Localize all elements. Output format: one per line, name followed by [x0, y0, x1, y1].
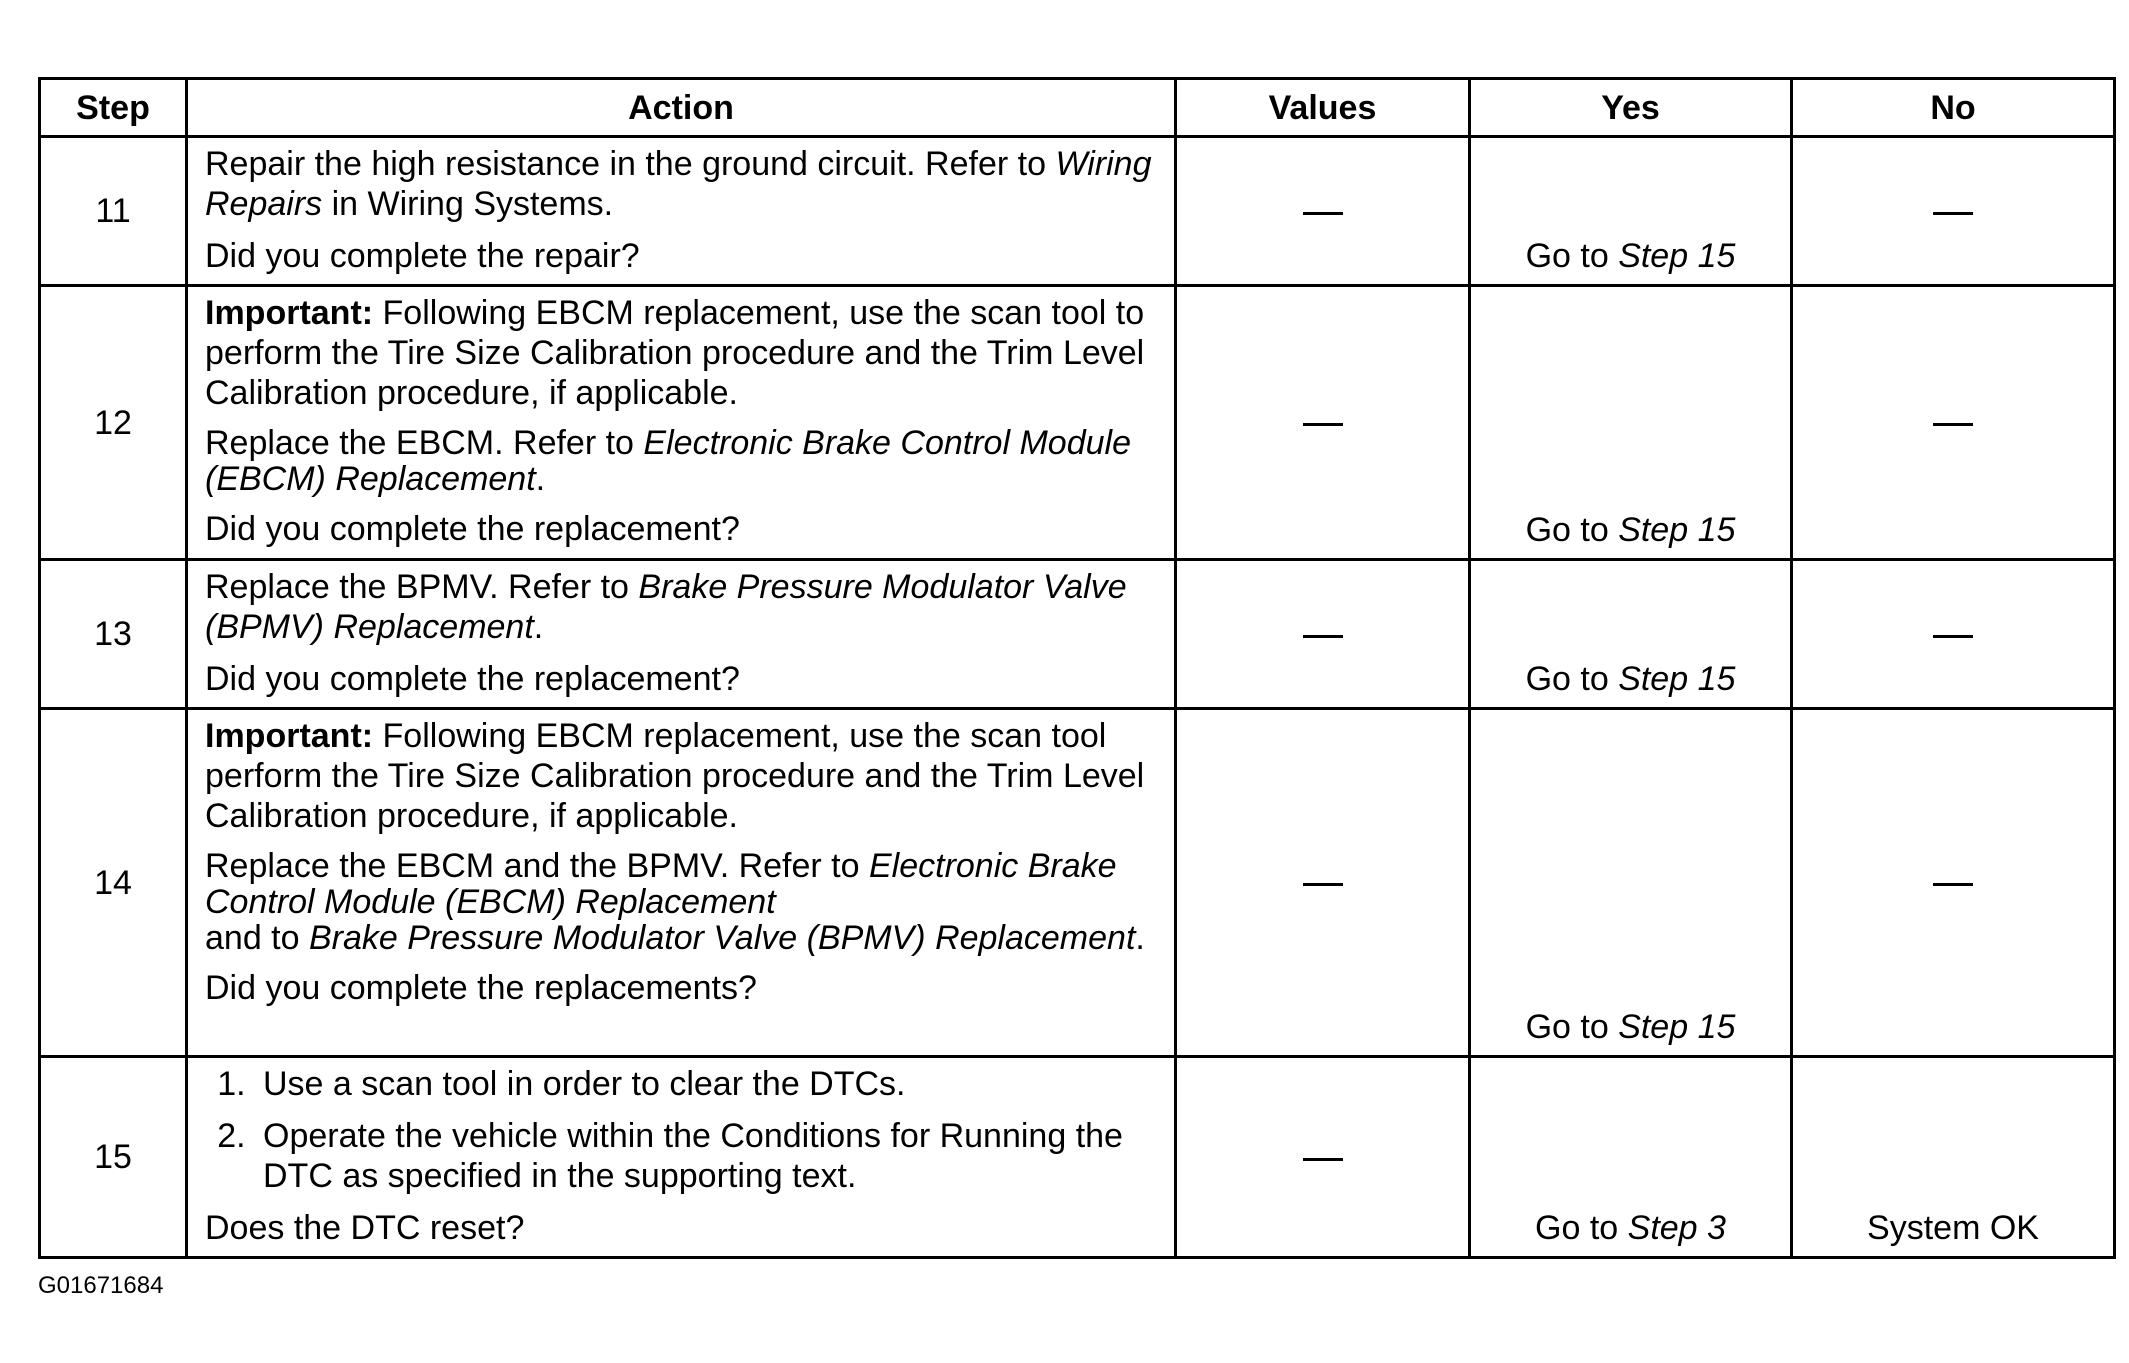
action-paragraph [205, 425, 1160, 497]
yes-prefix: Go to [1525, 511, 1619, 549]
yes-cell [1470, 709, 1792, 1057]
dash-mark [1303, 212, 1343, 215]
no-cell: System OK [1792, 1057, 2115, 1258]
dash-mark [1933, 883, 1973, 886]
important-label: Important: [205, 294, 374, 332]
yes-cell [1470, 286, 1792, 560]
yes-prefix: Go to [1525, 1008, 1619, 1046]
dash-mark [1303, 1158, 1343, 1161]
step-reference-link[interactable]: Step 3 [1627, 1209, 1726, 1247]
action-paragraph [205, 144, 1160, 224]
table-row [40, 286, 2115, 560]
action-question: Did you complete the replacement? [205, 660, 740, 698]
numbered-step: 2. Operate the vehicle within the Conditions for Running the DTC as specified in the supporting text. [255, 1116, 1160, 1196]
action-question: Does the DTC reset? [205, 1209, 525, 1247]
table-row [40, 137, 2115, 286]
values-cell [1176, 560, 1470, 709]
numbered-step: 1. Use a scan tool in order to clear the DTCs. [255, 1064, 1160, 1104]
numbered-steps [205, 1064, 1160, 1196]
table-row [40, 560, 2115, 709]
header-yes: Yes [1470, 79, 1792, 137]
action-text: . [1135, 919, 1145, 957]
action-cell [187, 137, 1176, 286]
dash-mark [1933, 423, 1973, 426]
reference-link[interactable]: Electronic Brake Control Module (EBCM) Replacement [205, 847, 1117, 921]
important-note [205, 293, 1160, 413]
reference-link[interactable]: Brake Pressure Modulator Valve (BPMV) Replacement [308, 919, 1136, 957]
action-text: in Wiring Systems. [322, 185, 614, 223]
action-text: Replace the EBCM. Refer to [205, 424, 644, 462]
action-cell [187, 1057, 1176, 1258]
yes-prefix: Go to [1535, 1209, 1628, 1247]
action-text: Replace the BPMV. Refer to [205, 568, 639, 606]
diagnostic-table [38, 77, 2116, 1259]
reference-link[interactable]: Wiring Repairs [205, 145, 1152, 223]
no-cell [1792, 286, 2115, 560]
important-note [205, 716, 1160, 836]
step-reference-link[interactable]: Step 15 [1618, 1008, 1736, 1046]
dash-mark [1933, 635, 1973, 638]
values-cell [1176, 286, 1470, 560]
action-cell [187, 286, 1176, 560]
action-text: . [533, 608, 544, 646]
action-cell [187, 709, 1176, 1057]
dash-mark [1303, 883, 1343, 886]
important-label: Important: [205, 717, 374, 755]
step-number: 11 [40, 137, 187, 286]
action-paragraph [205, 567, 1160, 647]
yes-cell [1470, 137, 1792, 286]
table-row [40, 709, 2115, 1057]
step-number: 15 [40, 1057, 187, 1258]
dash-mark [1933, 212, 1973, 215]
step-number: 12 [40, 286, 187, 560]
reference-link[interactable]: Electronic Brake Control Module (EBCM) Replacement [205, 424, 1131, 498]
step-number: 14 [40, 709, 187, 1057]
values-cell [1176, 1057, 1470, 1258]
action-question: Did you complete the replacement? [205, 510, 740, 548]
action-question: Did you complete the replacements? [205, 969, 757, 1007]
action-text: Replace the EBCM and the BPMV. Refer to [205, 847, 869, 885]
yes-prefix: Go to [1525, 237, 1619, 275]
step-number: 13 [40, 560, 187, 709]
dash-mark [1303, 423, 1343, 426]
step-reference-link[interactable]: Step 15 [1618, 237, 1736, 275]
step-reference-link[interactable]: Step 15 [1618, 511, 1736, 549]
table-row [40, 1057, 2115, 1258]
header-values: Values [1176, 79, 1470, 137]
yes-cell [1470, 1057, 1792, 1258]
action-text: and to [205, 919, 309, 957]
action-text: . [535, 460, 546, 498]
header-no: No [1792, 79, 2115, 137]
no-cell [1792, 709, 2115, 1057]
important-text: Following EBCM replacement, use the scan tool to perform the Tire Size Calibration procedure and the Trim Level Calibration procedure, if applicable. [205, 294, 1145, 412]
yes-cell [1470, 560, 1792, 709]
action-text: Repair the high resistance in the ground circuit. Refer to [205, 145, 1056, 183]
header-row [40, 79, 2115, 137]
reference-link[interactable]: Brake Pressure Modulator Valve (BPMV) Replacement [205, 568, 1127, 646]
values-cell [1176, 709, 1470, 1057]
step-reference-link[interactable]: Step 15 [1618, 660, 1736, 698]
action-cell [187, 560, 1176, 709]
action-paragraph [205, 848, 1160, 956]
action-question: Did you complete the repair? [205, 237, 640, 275]
yes-prefix: Go to [1525, 660, 1619, 698]
header-action: Action [187, 79, 1176, 137]
header-step: Step [40, 79, 187, 137]
no-cell [1792, 137, 2115, 286]
figure-id: G01671684 [38, 1272, 164, 1299]
no-cell [1792, 560, 2115, 709]
dash-mark [1303, 635, 1343, 638]
important-text: Following EBCM replacement, use the scan tool perform the Tire Size Calibration procedure and the Trim Level Calibration procedure, if applicable. [205, 717, 1145, 835]
values-cell [1176, 137, 1470, 286]
